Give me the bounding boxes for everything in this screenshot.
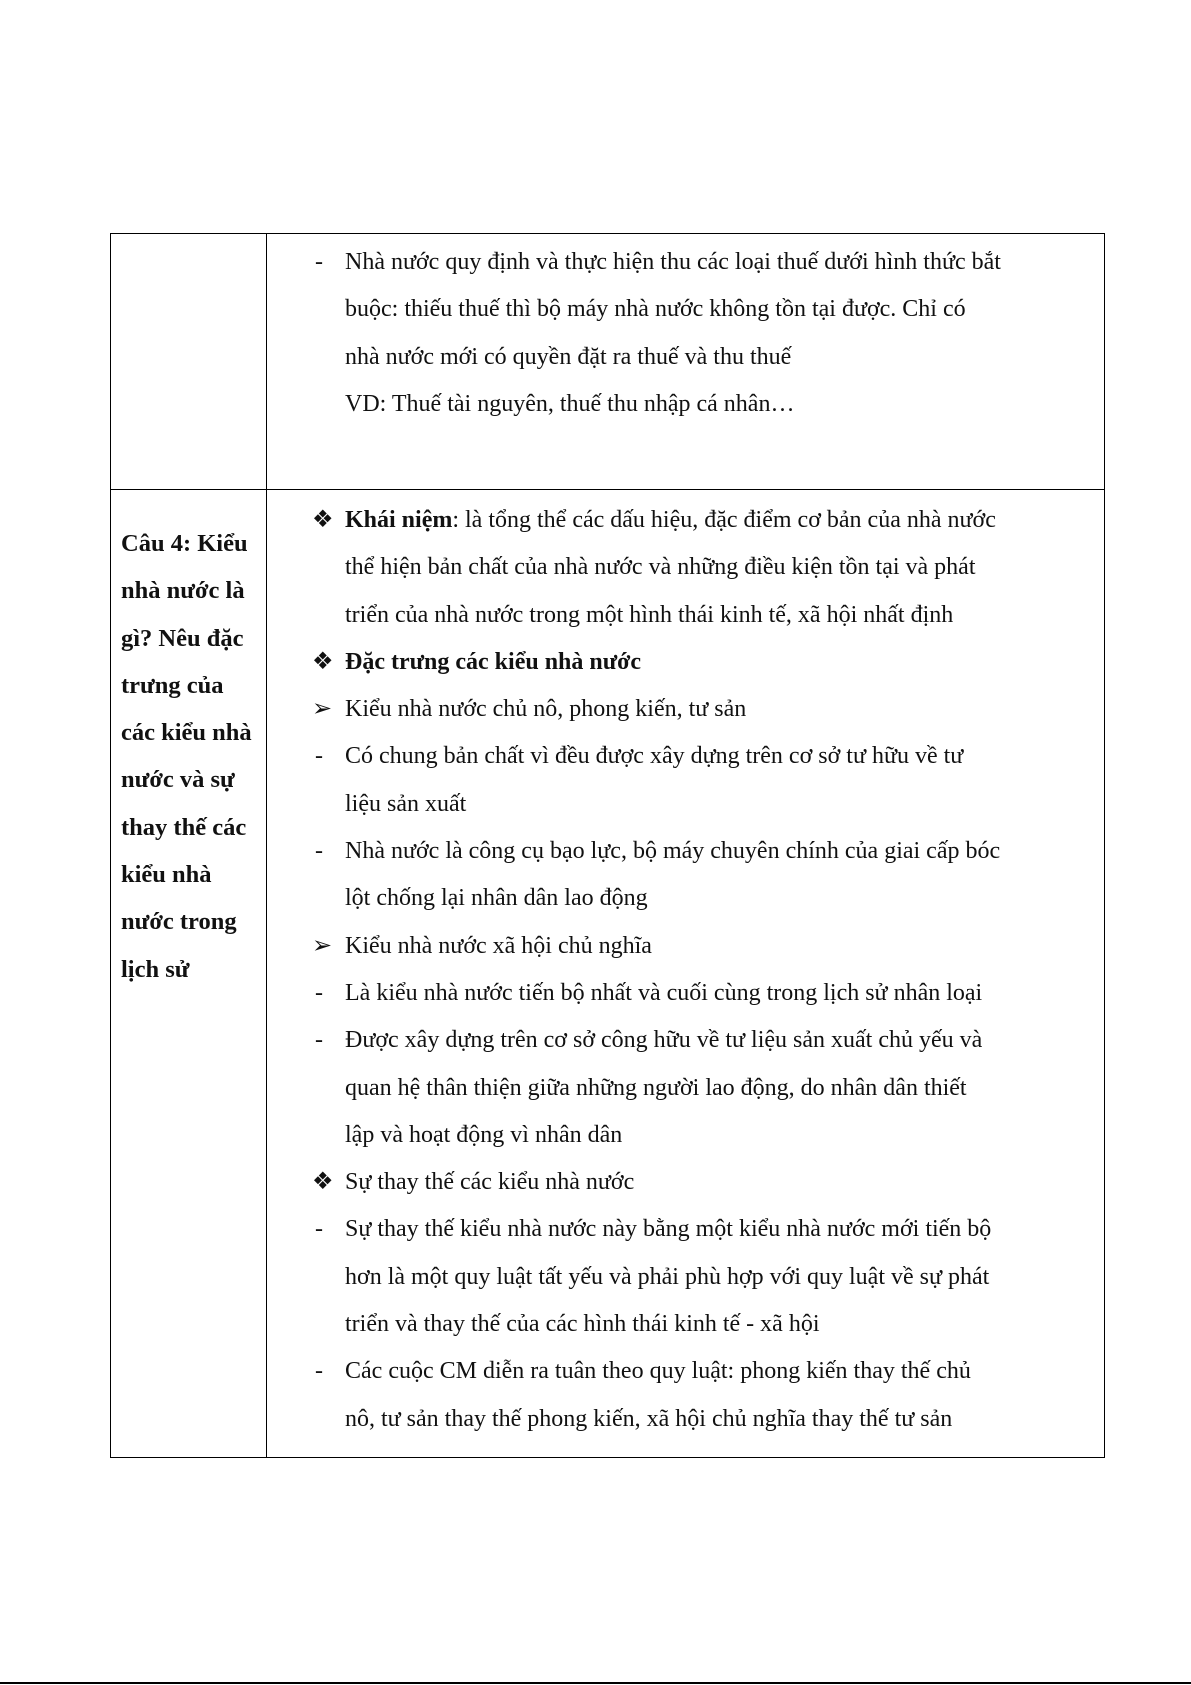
content-table: [110, 233, 1105, 1458]
list-item: - Sự thay thế kiểu nhà nước này bằng một kiểu nhà nước mới tiến bộ: [312, 1206, 1096, 1253]
list-item: - Được xây dựng trên cơ sở công hữu về tư liệu sản xuất chủ yếu và: [312, 1017, 1096, 1064]
answer-cell: ❖ Khái niệm: là tổng thể các dấu hiệu, đặc điểm cơ bản của nhà nước thể hiện bản chất của nhà nước và những điều kiện tồn tại và phát triển của nhà nước trong một hình thái kinh tế, xã hội nhất định ❖ Đặc trưng các kiểu nhà nước ➢ Kiểu nhà nước chủ nô, phong kiến, tư sản - Có chung bản chất vì đều được xây dựng trên cơ sở tư hữu về tư liệu sản xuất - Nhà nước là công cụ bạo lực, bộ máy chuyên chính của giai cấp bóc lột chống lại nhân dân lao động ➢ Kiểu nhà nước xã hội chủ nghĩa - Là kiểu nhà nước tiến bộ nhất và cuối cùng trong lịch sử nhân loại - Được xây dựng trên cơ sở công hữu về tư liệu sản xuất chủ yếu và quan hệ thân thiện giữa những người lao động, do nhân dân thiết lập và hoạt động vì nhân dân ❖ Sự thay thế các kiểu nhà nước - Sự thay thế kiểu nhà nước này bằng một kiểu nhà nước mới tiến bộ hơn là một quy luật tất yếu và phải phù hợp với quy luật về sự phát triển và thay thế của các hình thái kinh tế - xã hội - Các cuộc CM diễn ra tuân theo quy luật: phong kiến thay thế chủ nô, tư sản thay thế phong kiến, xã hội chủ nghĩa thay thế tư sản: [267, 490, 1105, 1458]
answer-cell: - Nhà nước quy định và thực hiện thu các loại thuế dưới hình thức bắt buộc: thiếu thuế thì bộ máy nhà nước không tồn tại được. Chỉ có nhà nước mới có quyền đặt ra thuế và thu thuế VD: Thuế tài nguyên, thuế thu nhập cá nhân…: [267, 234, 1105, 490]
concept-label: Khái niệm: [345, 507, 453, 533]
section-heading: Sự thay thế các kiểu nhà nước: [345, 1169, 635, 1196]
question-text: [111, 234, 266, 264]
question-text: Câu 4: Kiểu nhà nước là gì? Nêu đặc trưng của các kiểu nhà nước và sự thay thế các kiểu nhà nước trong lịch sử: [121, 530, 252, 983]
dash-bullet: -: [315, 1027, 323, 1054]
arrow-bullet-icon: ➢: [312, 696, 333, 723]
dash-bullet: -: [315, 1216, 323, 1243]
dash-bullet: -: [315, 838, 323, 865]
arrow-bullet-icon: ➢: [312, 932, 333, 959]
list-item: - Có chung bản chất vì đều được xây dựng trên cơ sở tư hữu về tư: [312, 733, 1096, 780]
page-bottom-rule: [0, 1682, 1191, 1684]
dash-bullet: -: [315, 743, 323, 770]
table-row: [111, 234, 1105, 490]
list-item: ❖ Khái niệm: là tổng thể các dấu hiệu, đặc điểm cơ bản của nhà nước: [312, 497, 1096, 544]
diamond-bullet-icon: ❖: [312, 648, 334, 675]
table-row: [111, 490, 1105, 1458]
diamond-bullet-icon: ❖: [312, 1169, 334, 1196]
dash-bullet: -: [315, 1358, 323, 1385]
list-item: ➢ Kiểu nhà nước xã hội chủ nghĩa: [312, 923, 1096, 970]
question-cell: [111, 234, 267, 490]
question-cell: [111, 490, 267, 1458]
list-item: [312, 639, 1096, 686]
section-heading: Đặc trưng các kiểu nhà nước: [345, 648, 642, 675]
list-item: ➢ Kiểu nhà nước chủ nô, phong kiến, tư sản: [312, 686, 1096, 733]
list-item: - Nhà nước là công cụ bạo lực, bộ máy chuyên chính của giai cấp bóc: [312, 828, 1096, 875]
dash-bullet: -: [315, 249, 323, 275]
list-item: - Các cuộc CM diễn ra tuân theo quy luật: phong kiến thay thế chủ: [312, 1348, 1096, 1395]
list-item: - Là kiểu nhà nước tiến bộ nhất và cuối cùng trong lịch sử nhân loại: [312, 970, 1096, 1017]
list-item: [312, 1159, 1096, 1206]
diamond-bullet-icon: ❖: [312, 507, 334, 533]
dash-bullet: -: [315, 979, 323, 1006]
list-item: - Nhà nước quy định và thực hiện thu các loại thuế dưới hình thức bắt: [312, 239, 1096, 286]
